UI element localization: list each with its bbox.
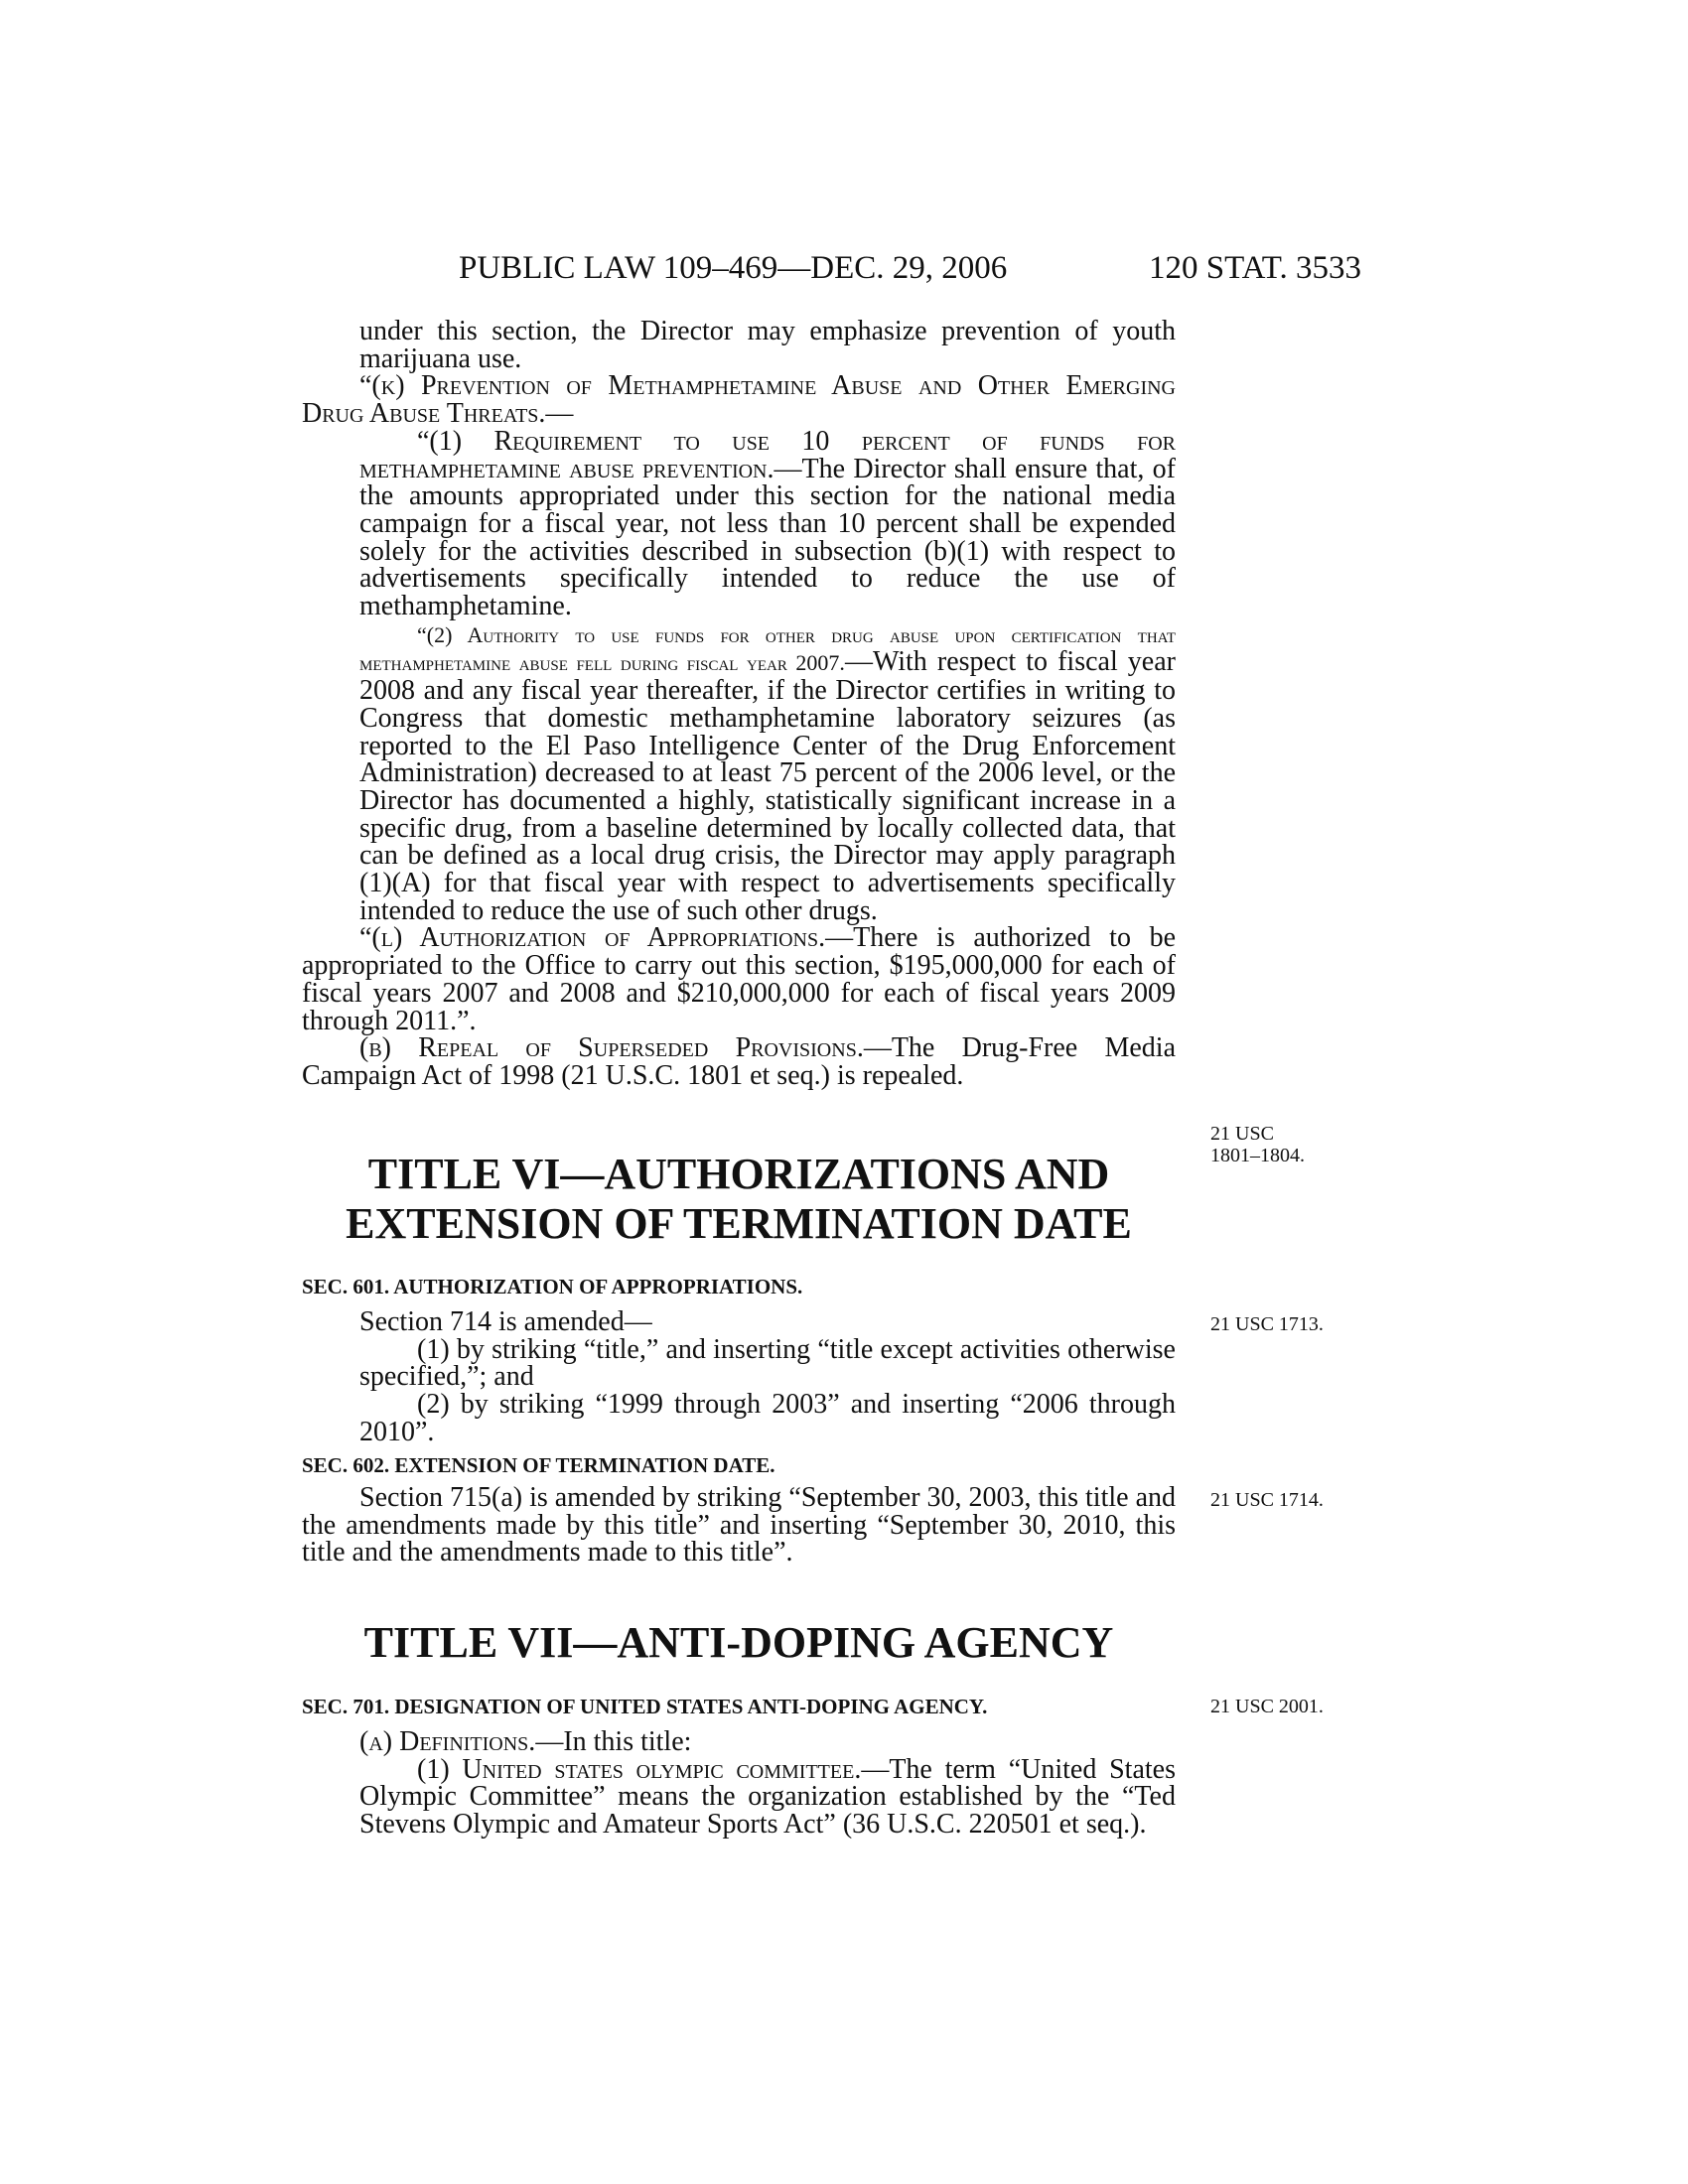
sec-701-body [302, 1728, 1176, 1839]
subsection-a: (a) Definitions.—In this title: [359, 1726, 692, 1757]
page-number: 120 STAT. 3533 [1149, 250, 1362, 286]
running-header: PUBLIC LAW 109–469—DEC. 29, 2006 [459, 250, 1008, 286]
margin-note-usc-1714: 21 USC 1714. [1210, 1489, 1324, 1511]
sec-602-body [302, 1484, 1176, 1567]
sec-601-body [302, 1308, 1176, 1446]
subsection-k-heading: “(k) Prevention of Methamphetamine Abuse and Other Emerging Drug Abuse Threats.— [302, 370, 1176, 430]
sec-601-heading: SEC. 601. AUTHORIZATION OF APPROPRIATIONS. [302, 1275, 803, 1298]
paragraph: (1) by striking “title,” and inserting “title except activities otherwise specified,”; and [359, 1333, 1176, 1393]
sec-602-heading: SEC. 602. EXTENSION OF TERMINATION DATE. [302, 1453, 775, 1477]
paragraph: under this section, the Director may emphasize prevention of youth marijuana use. [359, 316, 1176, 374]
margin-note-usc-2001: 21 USC 2001. [1210, 1696, 1324, 1717]
paragraph: Section 714 is amended— [359, 1306, 652, 1337]
paragraph-k2: “(2) Authority to use funds for other drug abuse upon certification that methamphetamine abuse fell during fiscal year 2007.—With respect to fiscal year 2008 and any fiscal year thereafter, if the Director certifies in writing to Congress that domestic methamphetamine laboratory seizures (as reported to the El Paso Intelligence Center of the Drug Enforcement Administration) decreased to at least 75 percent of the 2006 level, or the Director has documented a highly, statistically significant increase in a specific drug, from a baseline determined by locally collected data, that can be defined as a local drug crisis, the Director may apply paragraph (1)(A) for that fiscal year with respect to advertisements specifically intended to reduce the use of such other drugs. [359, 621, 1176, 926]
title-vi-heading: TITLE VI—AUTHORIZATIONS AND EXTENSION OF TERMINATION DATE [346, 1150, 1132, 1248]
paragraph: Section 715(a) is amended by striking “September 30, 2003, this title and the amendments made by this title” and inserting “September 30, 2010, this title and the amendments made to this title”. [302, 1482, 1176, 1569]
paragraph: (2) by striking “1999 through 2003” and inserting “2006 through 2010”. [359, 1389, 1176, 1447]
subsection-b: (b) Repeal of Superseded Provisions.—The Drug-Free Media Campaign Act of 1998 (21 U.S.C. 1801 et seq.) is repealed. [302, 1032, 1177, 1091]
paragraph-k1: “(1) Requirement to use 10 percent of funds for methamphetamine abuse prevention.—The Director shall ensure that, of the amounts appropriated under this section for the national media campaign for a fiscal year, not less than 10 percent shall be expended solely for the activities described in subsection (b)(1) with respect to advertisements specifically intended to reduce the use of methamphetamine. [359, 425, 1176, 622]
title-vii-heading: TITLE VII—ANTI-DOPING AGENCY [363, 1618, 1114, 1667]
sec-701-heading: SEC. 701. DESIGNATION OF UNITED STATES ANTI-DOPING AGENCY. [302, 1695, 988, 1718]
margin-note-usc-1801: 21 USC 1801–1804. [1210, 1123, 1305, 1166]
margin-note-usc-1713: 21 USC 1713. [1210, 1313, 1324, 1335]
text-block-1 [302, 318, 1176, 1090]
subsection-l: “(l) Authorization of Appropriations.—There is authorized to be appropriated to the Office to carry out this section, $195,000,000 for each of fiscal years 2007 and 2008 and $210,000,000 for each of fiscal years 2009 through 2011.”. [302, 922, 1176, 1036]
paragraph-a1: (1) United states olympic committee.—The term “United States Olympic Committee” means the organization established by the “Ted Stevens Olympic and Amateur Sports Act” (36 U.S.C. 220501 et seq.). [359, 1753, 1176, 1841]
